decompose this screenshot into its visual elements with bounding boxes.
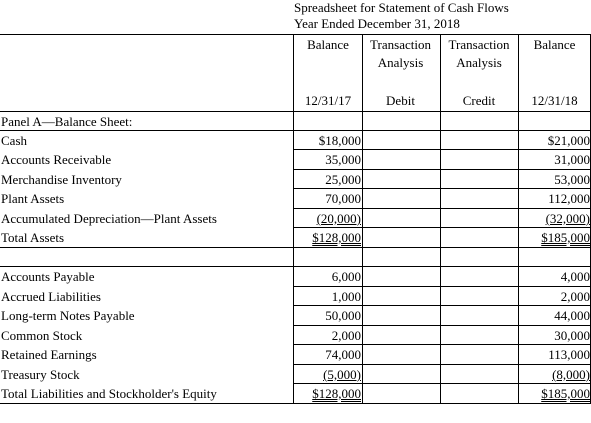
row-value-1218: 53,000 xyxy=(554,172,590,187)
col-line-3 xyxy=(440,34,441,404)
row-value-1217: $18,000 xyxy=(318,133,361,148)
row-value-1217: 74,000 xyxy=(325,347,361,362)
row-value-1217: $128,000 xyxy=(312,230,361,245)
row-value-1218: (32,000) xyxy=(545,211,590,226)
panel-title: Panel A—Balance Sheet: xyxy=(1,114,133,129)
row-label-total-assets: Total Assets xyxy=(1,230,65,245)
header-transaction-credit-b: Analysis xyxy=(456,55,502,70)
header-transaction-debit-a: Transaction xyxy=(370,37,431,52)
header-transaction-debit-b: Analysis xyxy=(377,55,424,70)
row-label-retained-earnings: Retained Earnings xyxy=(1,347,97,362)
header-transaction-credit-a: Transaction xyxy=(448,37,510,52)
row-value-1218: $185,000 xyxy=(541,230,590,245)
row-value-1217: 35,000 xyxy=(325,152,361,167)
row-value-1217: 25,000 xyxy=(325,172,361,187)
header-credit: Credit xyxy=(462,93,496,108)
row-value-1218: 30,000 xyxy=(554,328,590,343)
row-label-accounts-payable: Accounts Payable xyxy=(1,269,95,284)
row-value-1217: $128,000 xyxy=(312,386,361,401)
row-value-1218: 2,000 xyxy=(560,289,590,304)
row-value-1217: 6,000 xyxy=(331,269,361,284)
header-date-1218: 12/31/18 xyxy=(531,93,578,108)
row-label-merchandise-inventory: Merchandise Inventory xyxy=(1,172,122,187)
row-label-treasury-stock: Treasury Stock xyxy=(1,367,80,382)
row-value-1217: 50,000 xyxy=(325,308,361,323)
row-label-accumulated-depreciation: Accumulated Depreciation—Plant Assets xyxy=(1,211,217,226)
col-line-1 xyxy=(293,34,294,404)
row-value-1217: 1,000 xyxy=(331,289,361,304)
top-rule xyxy=(0,34,591,35)
row-label-common-stock: Common Stock xyxy=(1,328,83,343)
row-value-1217: (20,000) xyxy=(316,211,361,226)
row-label-accrued-liabilities: Accrued Liabilities xyxy=(1,289,101,304)
bottom-rule xyxy=(0,403,591,404)
row-value-1218: 113,000 xyxy=(548,347,590,362)
row-value-1218: $185,000 xyxy=(541,386,590,401)
row-value-1217: (5,000) xyxy=(323,367,361,382)
row-label-total-liabilities-equity: Total Liabilities and Stockholder's Equity xyxy=(1,386,217,401)
row-value-1218: 4,000 xyxy=(560,269,590,284)
row-label-cash: Cash xyxy=(1,133,27,148)
row-label-long-term-notes: Long-term Notes Payable xyxy=(1,308,135,323)
spreadsheet-title: Spreadsheet for Statement of Cash Flows xyxy=(294,0,509,15)
row-label-accounts-receivable: Accounts Receivable xyxy=(1,152,112,167)
col-line-2 xyxy=(362,34,363,404)
row-label-plant-assets: Plant Assets xyxy=(1,191,65,206)
header-debit: Debit xyxy=(386,93,415,108)
row-value-1218: 44,000 xyxy=(554,308,590,323)
header-date-1217: 12/31/17 xyxy=(304,93,352,108)
row-value-1218: 31,000 xyxy=(554,152,590,167)
row-value-1217: 2,000 xyxy=(331,328,361,343)
col-line-4 xyxy=(518,34,519,404)
row-value-1218: 112,000 xyxy=(548,191,590,206)
row-value-1218: (8,000) xyxy=(552,367,590,382)
spreadsheet-subtitle: Year Ended December 31, 2018 xyxy=(294,16,460,31)
row-rule xyxy=(0,247,591,248)
row-value-1217: 70,000 xyxy=(325,191,361,206)
row-value-1218: $21,000 xyxy=(547,133,590,148)
header-balance-1218: Balance xyxy=(533,37,576,52)
header-balance-1217: Balance xyxy=(307,37,349,52)
